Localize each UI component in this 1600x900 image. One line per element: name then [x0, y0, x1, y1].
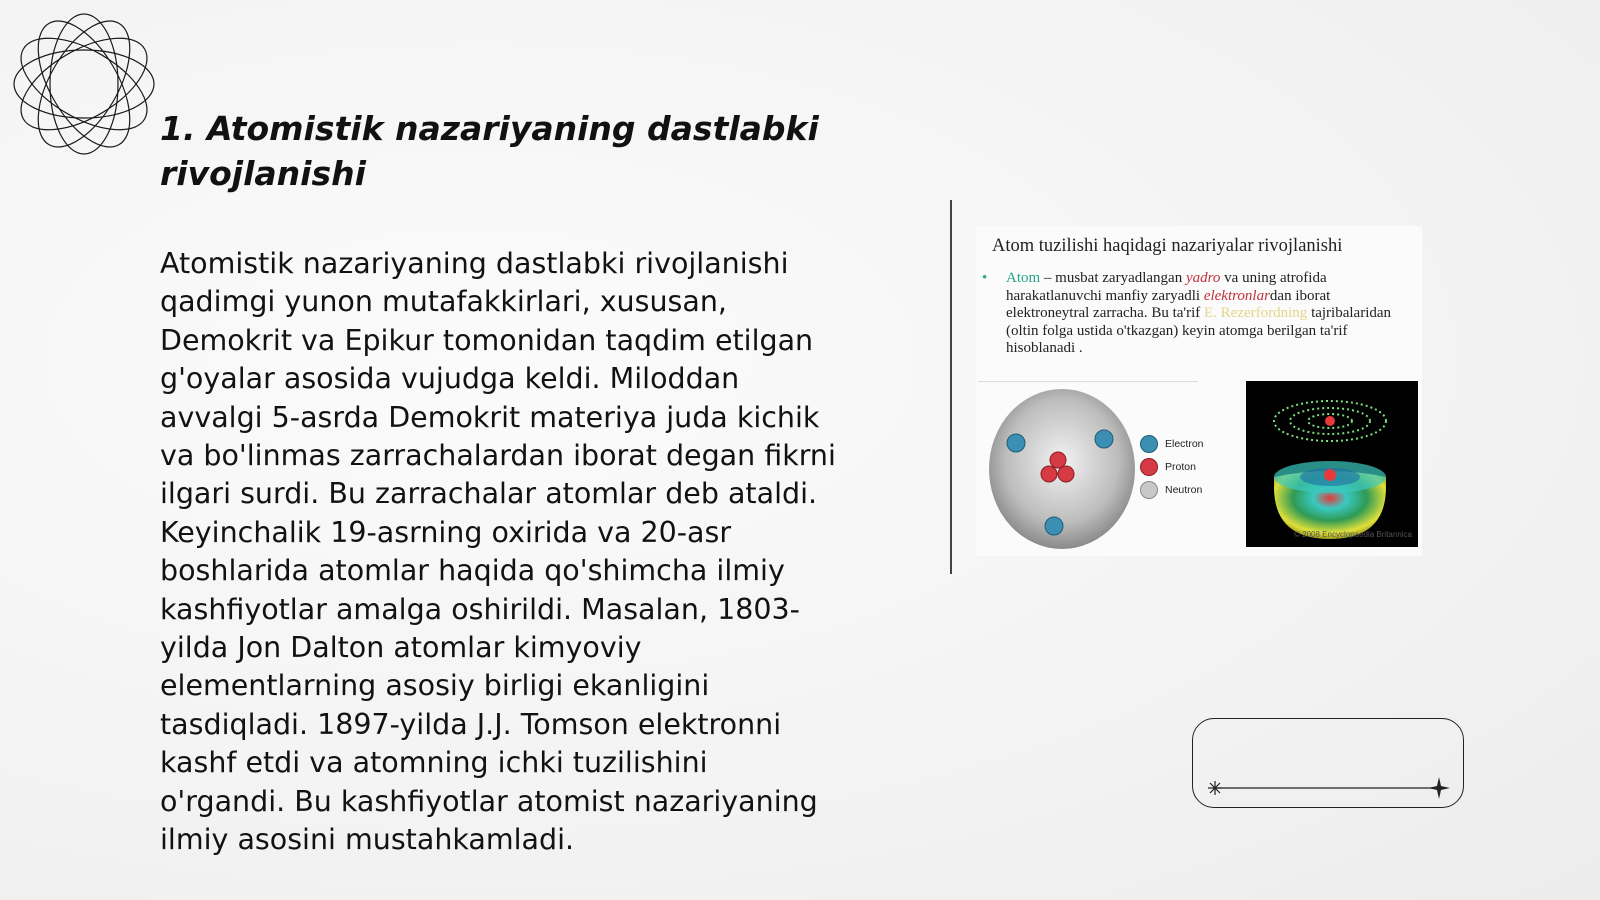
legend-neutron	[1140, 478, 1204, 501]
orbital-rings-icon	[10, 10, 158, 158]
proton-particle	[1050, 452, 1066, 468]
bullet-part1: – musbat zaryadlangan	[1040, 270, 1186, 286]
term-rutherford: E. Rezerfordning	[1204, 305, 1308, 322]
electron-swatch	[1140, 435, 1158, 453]
electron-particle	[1095, 430, 1113, 448]
electron-particle	[1045, 517, 1063, 535]
electron-particle	[1007, 434, 1025, 452]
legend-proton	[1140, 455, 1204, 478]
legend-label-neutron: Neutron	[1165, 483, 1203, 496]
proton-particle	[1041, 466, 1057, 482]
orbital-model-image	[1246, 381, 1418, 547]
bullet-text	[1006, 270, 1406, 358]
image-separator	[978, 381, 1198, 382]
term-yadro: yadro	[1185, 270, 1221, 286]
legend-label-electron: Electron	[1165, 437, 1204, 450]
proton-swatch	[1140, 458, 1158, 476]
term-elektron: elektronlar	[1203, 287, 1270, 304]
bullet-part3: dan iborat elektroneytral zarracha. Bu ta'rif	[1006, 287, 1331, 322]
slide-title: 1. Atomistik nazariyaning dastlabki rivojlanishi	[160, 109, 819, 193]
slide-body-text: Atomistik nazariyaning dastlabki rivojlanishi qadimgi yunon mutafakkirlari, xususan, Demokrit va Epikur tomonidan taqdim etilgan g'oyalar asosida vujudga keldi. Miloddan avvalgi 5-asrda Demokrit materiya juda kichik va bo'linmas zarrachalardan iborat degan fikrni ilgari surdi. Bu zarrachalar atomlar deb ataldi. Keyinchalik 19-asrning oxirida va 20-asr boshlarida atomlar haqida qo'shimcha ilmiy kashfiyotlar amalga oshirildi. Masalan, 1803-yilda Jon Dalton atomlar kimyoviy elementlarning asosiy birligi ekanligini tasdiqladi. 1897-yilda J.J. Tomson elektronni kashf etdi va atomning ichki tuzilishini o'rgandi. Bu kashfiyotlar atomist nazariyaning ilmiy asosini mustahkamladi.	[160, 247, 836, 857]
image-watermark: © 2008 Encyclopaedia Britannica	[1294, 530, 1412, 539]
vertical-divider	[950, 200, 952, 574]
legend-label-proton: Proton	[1165, 460, 1196, 473]
legend-electron	[1140, 432, 1204, 455]
image-title: Atom tuzilishi haqidagi nazariyalar rivojlanishi	[992, 236, 1343, 256]
neutron-swatch	[1140, 481, 1158, 499]
bullet-part2: va uning atrofida harakatlanuvchi manfiy zaryadli	[1006, 270, 1327, 304]
atom-model-diagram	[986, 386, 1136, 552]
term-atom: Atom	[1006, 270, 1041, 286]
bullet-dot: •	[982, 270, 988, 286]
particle-legend	[1140, 432, 1204, 501]
atom-structure-image	[976, 226, 1422, 556]
proton-particle	[1058, 466, 1074, 482]
sparkle-icon	[1208, 781, 1222, 795]
bullet-part4: tajribalaridan (oltin folga ustida o'tkazgan) keyin atomga berilgan ta'rif hisoblanadi .	[1006, 305, 1392, 357]
decorative-frame	[1192, 718, 1464, 808]
four-point-star-icon	[1428, 777, 1450, 799]
